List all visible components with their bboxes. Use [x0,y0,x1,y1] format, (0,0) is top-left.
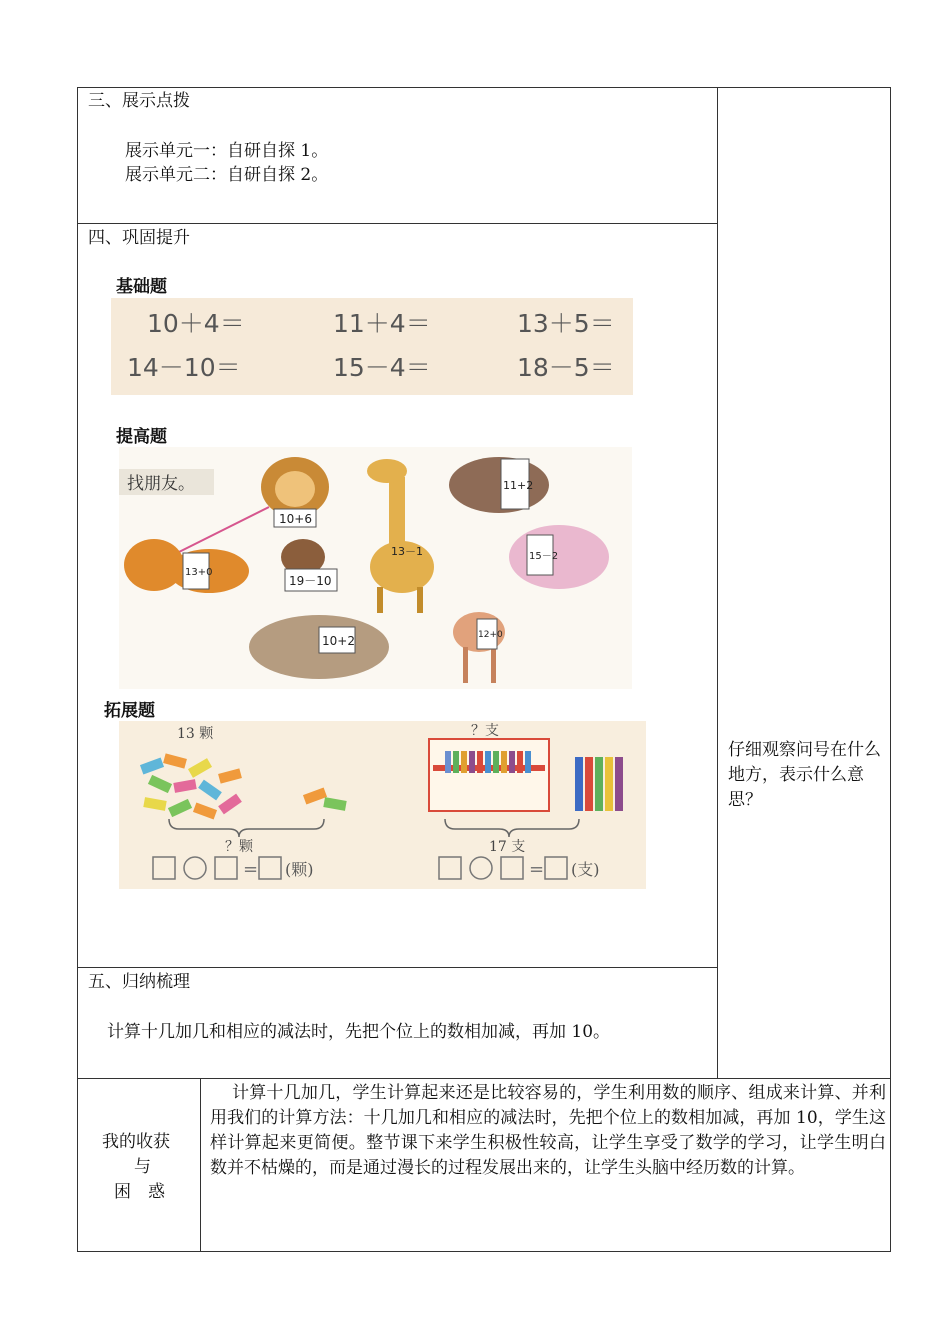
reflection-label-2: 与 [134,1157,151,1177]
elephant-icon [509,525,609,589]
section3-line2: 展示单元二：自研自探 2。 [125,165,329,185]
reflection-label-1: 我的收获 [102,1132,170,1152]
right-top-label: ？支 [471,723,499,739]
section5-text: 计算十几加几和相应的减法时，先把个位上的数相加减，再加 10。 [107,1022,611,1042]
find-friends-image [119,447,632,689]
equation-5: 15－4＝ [333,353,431,382]
giraffe-icon [367,459,434,613]
side-note: 仔细观察问号在什么地方，表示什么意思？ [728,740,881,810]
section4-heading: 四、巩固提升 [88,228,190,248]
tag-lion: 10+6 [279,512,312,526]
find-friends-title: 找朋友。 [127,474,195,494]
tag-rhino: 10+2 [322,634,355,648]
loose-crayons-icon [575,757,623,811]
section3-heading: 三、展示点拨 [88,91,190,111]
tag-hippo: 11+2 [503,479,534,492]
right-brace-label: 17 支 [489,839,526,855]
left-brace-label: ？颗 [225,839,253,855]
rhino-icon [249,615,389,679]
basic-equations-svg [111,298,633,395]
basic-equations-image [111,298,633,395]
row-divider-1 [77,223,718,224]
tag-elephant: 15－2 [529,551,559,562]
basic-label: 基础题 [116,277,167,297]
equation-4: 14－10＝ [127,353,241,382]
equation-6: 18－5＝ [517,353,615,382]
tag-antelope: 12+0 [478,630,503,640]
antelope-icon [453,612,505,683]
left-top-label: 13 颗 [177,726,214,742]
side-column-divider [717,87,718,1079]
equation-2: 11＋4＝ [333,309,431,338]
find-friends-svg [119,447,632,689]
svg-text:=: = [529,859,545,880]
lion-icon [261,457,329,527]
equation-1: 10＋4＝ [147,309,245,338]
section3-line1: 展示单元一：自研自探 1。 [125,141,329,161]
left-unit-label: (颗) [285,860,314,879]
reflection-label-3: 困 惑 [114,1182,165,1202]
tag-monkey: 19－10 [289,574,332,588]
reflection-divider [200,1078,201,1252]
crayon-box-icon [429,739,549,811]
monkey-icon [281,539,337,591]
reflection-text: 计算十几加几，学生计算起来还是比较容易的，学生利用数的顺序、组成来计算、并利用我们的计算方法：十几加几和相应的减法时，先把个位上的数相加减，再加 10，学生这样计算起来更简便。整节课下来学生积极性较高，让学生享受了数学的学习，让学生明白数并不枯燥的，而是通过漫长的过程发展出来的，让学生头脑中经历数的计算。 [210,1083,886,1178]
tag-tiger: 13+0 [185,567,213,578]
section5-heading: 五、归纳梳理 [88,972,190,992]
extension-svg [119,721,646,889]
tiger-icon [124,539,249,593]
hippo-icon [449,457,549,513]
row-divider-2 [77,967,718,968]
tag-giraffe: 13－1 [391,545,423,558]
extend-label: 拓展题 [104,701,155,721]
right-unit-label: (支) [571,860,600,879]
candy-pile-icon [140,753,347,819]
extension-image [119,721,646,889]
advanced-label: 提高题 [116,427,167,447]
equation-3: 13＋5＝ [517,309,615,338]
svg-text:=: = [243,859,259,880]
